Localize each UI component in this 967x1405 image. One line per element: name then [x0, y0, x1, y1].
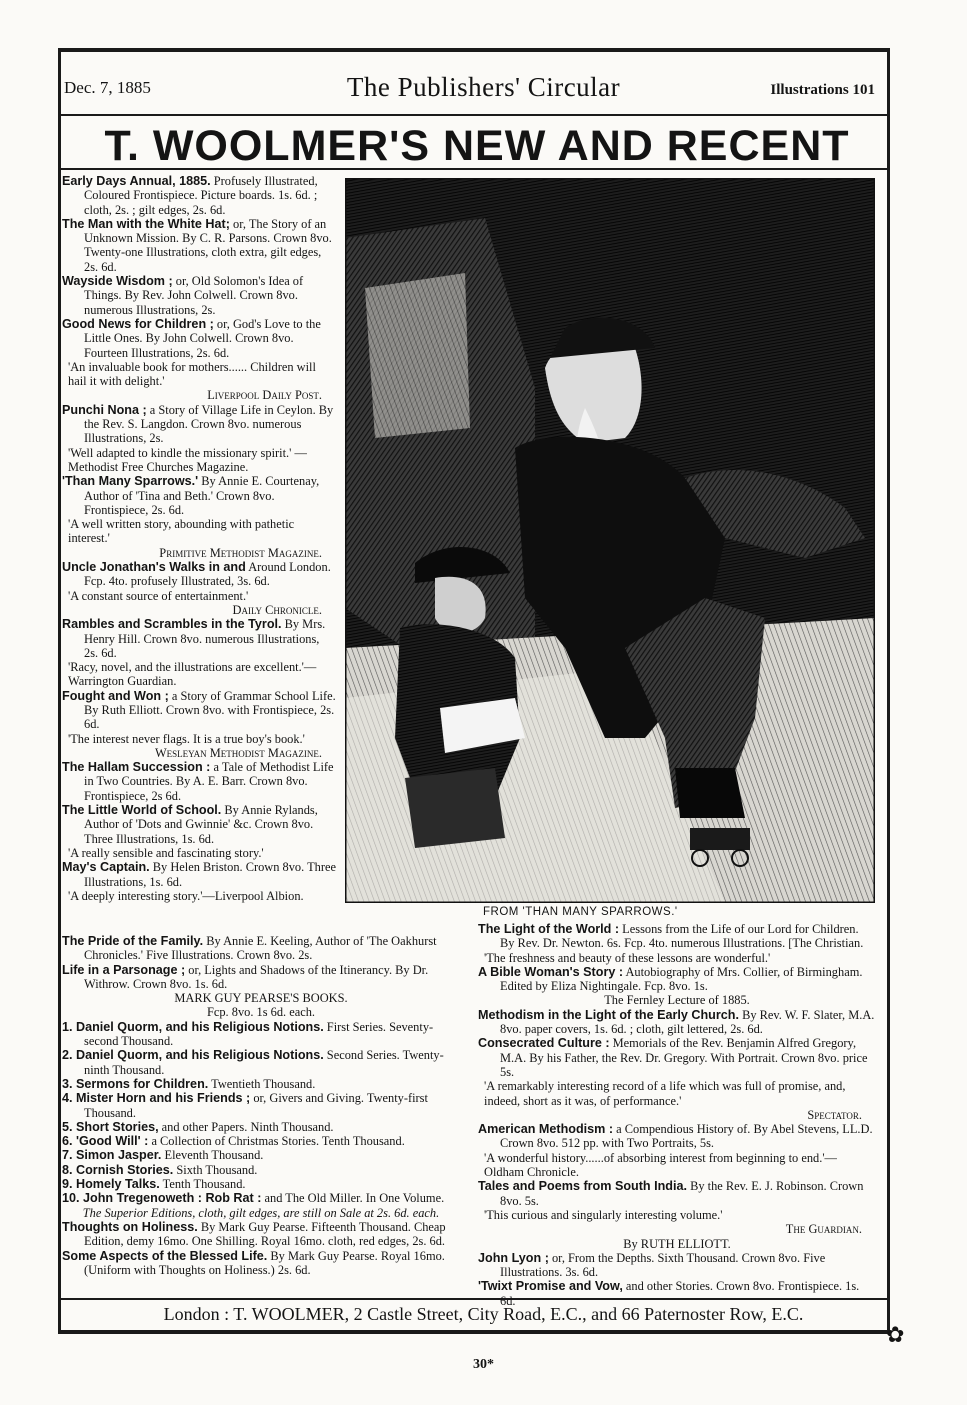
review-quote: 'A well written story, abounding with pathetic interest.'	[68, 517, 295, 546]
book-title: 7. Simon Jasper.	[62, 1148, 162, 1163]
book-title: John Lyon ;	[478, 1250, 549, 1265]
book-title: 3. Sermons for Children.	[62, 1076, 209, 1091]
book-details: a Story of Village Life in Ceylon. By the Rev. S. Langdon. Crown 8vo. numerous Illustrations, 2s.	[84, 402, 334, 446]
book-entry	[62, 217, 336, 274]
book-entry	[62, 1148, 460, 1162]
section-heading: By RUTH ELLIOTT.	[623, 1236, 731, 1251]
book-details: a Compendious History of. By Abel Stevens, LL.D. Crown 8vo. 512 pp. with Two Portraits, 5s.	[500, 1122, 873, 1151]
header-rule	[60, 114, 888, 116]
right-column	[478, 922, 876, 1308]
book-details: Second Series. Twenty-ninth Thousand.	[84, 1048, 444, 1077]
book-details: By Annie E. Keeling, Author of 'The Oakhurst Chronicles.' Five Illustrations. Crown 8vo. 2s.	[84, 934, 437, 963]
book-title: 9. Homely Talks.	[62, 1177, 160, 1192]
book-title: 'Than Many Sparrows.'	[62, 474, 199, 489]
illustration-caption: FROM 'THAN MANY SPARROWS.'	[483, 906, 678, 918]
book-title: The Pride of the Family.	[62, 934, 204, 948]
book-details: By Mark Guy Pearse. Royal 16mo. (Uniform with Thoughts on Holiness.) 2s. 6d.	[84, 1248, 445, 1277]
book-entry	[478, 1251, 876, 1280]
book-entry	[62, 760, 336, 803]
book-entry	[62, 934, 460, 963]
book-title: 'Twixt Promise and Vow,	[478, 1279, 623, 1294]
review-quote: 'The interest never flags. It is a true boy's book.'	[68, 731, 305, 746]
book-entry	[62, 1163, 460, 1177]
book-title: American Methodism :	[478, 1122, 614, 1137]
book-details: Lessons from the Life of our Lord for Children. By Rev. Dr. Newton. 6s. Fcp. 4to. numerous Illustrations. [The Christian.	[500, 922, 864, 951]
review-source: Spectator.	[807, 1107, 862, 1122]
right-border	[887, 48, 890, 1330]
book-details: or, From the Depths. Sixth Thousand. Crown 8vo. Five Illustrations. 3s. 6d.	[500, 1250, 826, 1280]
book-details: Profusely Illustrated, Coloured Frontispiece. Picture boards. 1s. 6d. ; cloth, 2s. ; gilt edges, 2s. 6d.	[84, 174, 318, 217]
engraving-illustration	[345, 178, 875, 903]
book-entry	[62, 317, 336, 360]
book-details: By Annie E. Courtenay, Author of 'Tina and Beth.' Crown 8vo. Frontispiece, 2s. 6d.	[84, 474, 320, 517]
book-title: Wayside Wisdom ;	[62, 274, 173, 289]
book-entry	[62, 474, 336, 517]
book-entry	[478, 1179, 876, 1208]
page-number: 30*	[473, 1357, 494, 1372]
review-quote: 'A remarkably interesting record of a life which was full of promise, and, indeed, short as it was, of performance.'	[484, 1079, 846, 1108]
book-title: A Bible Woman's Story :	[478, 964, 624, 979]
review-quote: 'A really sensible and fascinating story.'	[68, 845, 264, 860]
book-title: Life in a Parsonage ;	[62, 962, 186, 977]
book-title: Rambles and Scrambles in the Tyrol.	[62, 617, 282, 632]
bottom-rule	[58, 1330, 890, 1334]
book-details: Eleventh Thousand.	[161, 1148, 264, 1163]
book-entry	[478, 1036, 876, 1079]
book-details: Twentieth Thousand.	[208, 1076, 316, 1091]
book-title: Some Aspects of the Blessed Life.	[62, 1248, 268, 1263]
book-details: By Annie Rylands, Author of 'Dots and Gwinnie' &c. Crown 8vo. Three Illustrations, 1s. 6d.	[84, 803, 318, 846]
book-details: Memorials of the Rev. Benjamin Alfred Gregory, M.A. By his Father, the Rev. Dr. Gregory. With Portrait. Crown 8vo. price 5s.	[500, 1036, 868, 1079]
book-entry	[478, 965, 876, 994]
review-quote: 'This curious and singularly interesting volume.'	[484, 1207, 723, 1222]
book-title: The Little World of School.	[62, 803, 222, 818]
book-entry	[62, 860, 336, 889]
section-heading: MARK GUY PEARSE'S BOOKS.	[174, 991, 348, 1006]
section-heading: Fcp. 8vo. 1s 6d. each.	[206, 1005, 316, 1020]
book-entry	[62, 1048, 460, 1077]
book-details: or, Old Solomon's Idea of Things. By Rev. John Colwell. Crown 8vo. numerous Illustrations, 2s.	[84, 274, 304, 317]
book-title: Early Days Annual, 1885.	[62, 174, 211, 188]
book-title: 1. Daniel Quorm, and his Religious Notions.	[62, 1019, 324, 1034]
book-details: and The Old Miller. In One Volume.	[261, 1191, 445, 1206]
review-quote: 'The freshness and beauty of these lessons are wonderful.'	[484, 950, 771, 965]
book-entry	[62, 1020, 460, 1049]
book-title: Uncle Jonathan's Walks in and	[62, 560, 246, 575]
book-title: 5. Short Stories,	[62, 1119, 159, 1134]
book-details: By the Rev. E. J. Robinson. Crown 8vo. 5s.	[500, 1179, 864, 1208]
book-title: 4. Mister Horn and his Friends ;	[62, 1091, 251, 1106]
book-title: The Hallam Succession :	[62, 760, 211, 775]
book-details: By Helen Briston. Crown 8vo. Three Illustrations, 1s. 6d.	[84, 860, 336, 889]
corner-ornament-icon: ✿	[886, 1322, 905, 1347]
issue-date: Dec. 7, 1885	[64, 78, 151, 97]
book-details: or, The Story of an Unknown Mission. By C. R. Parsons. Crown 8vo. Twenty-one Illustrations, cloth extra, gilt edges, 2s. 6d.	[84, 216, 332, 274]
book-title: The Light of the World :	[478, 922, 620, 936]
book-details: By Rev. W. F. Slater, M.A. 8vo. paper covers, 1s. 6d. ; cloth, gilt lettered, 2s. 6d.	[500, 1007, 875, 1037]
book-details: First Series. Seventy-second Thousand.	[84, 1019, 434, 1049]
book-entry	[478, 1122, 876, 1151]
review-quote: 'An invaluable book for mothers...... Children will hail it with delight.'	[68, 359, 316, 389]
book-entry	[62, 1191, 460, 1205]
left-column	[62, 174, 336, 903]
book-entry	[478, 1008, 876, 1037]
book-entry	[62, 1077, 460, 1091]
book-entry	[62, 403, 336, 446]
section-label: Illustrations 101	[770, 82, 875, 98]
book-title: Tales and Poems from South India.	[478, 1179, 687, 1194]
book-details: Sixth Thousand.	[173, 1162, 258, 1177]
review-quote: 'Racy, novel, and the illustrations are excellent.'—Warrington Guardian.	[68, 660, 317, 689]
top-rule	[58, 48, 890, 52]
book-details: Tenth Thousand.	[159, 1177, 246, 1192]
book-details: Autobiography of Mrs. Collier, of Birmingham. Edited by Eliza Nightingale. Fcp. 8vo. 1s.	[500, 964, 863, 994]
book-entry	[62, 689, 336, 732]
book-title: The Man with the White Hat;	[62, 216, 230, 231]
book-title: Consecrated Culture :	[478, 1036, 610, 1051]
book-details: or, God's Love to the Little Ones. By John Colwell. Crown 8vo. Fourteen Illustrations, 2s. 6d.	[84, 316, 321, 360]
book-entry	[62, 1177, 460, 1191]
book-entry	[62, 274, 336, 317]
book-title: May's Captain.	[62, 860, 150, 875]
review-source: Liverpool Daily Post.	[207, 388, 322, 403]
book-details: By Mrs. Henry Hill. Crown 8vo. numerous Illustrations, 2s. 6d.	[84, 617, 326, 660]
review-source: Wesleyan Methodist Magazine.	[154, 745, 322, 760]
book-details: and other Stories. Crown 8vo. Frontispiece. 1s. 6d.	[500, 1279, 860, 1308]
book-entry	[62, 1091, 460, 1120]
book-entry	[62, 963, 460, 992]
publisher-address: London : T. WOOLMER, 2 Castle Street, City Road, E.C., and 66 Paternoster Row, E.C.	[163, 1304, 804, 1324]
book-title: 2. Daniel Quorm, and his Religious Notions.	[62, 1048, 324, 1063]
book-details: a Collection of Christmas Stories. Tenth Thousand.	[148, 1134, 405, 1149]
review-source: Primitive Methodist Magazine.	[159, 545, 322, 560]
book-entry	[62, 1249, 460, 1278]
book-title: Methodism in the Light of the Early Church.	[478, 1007, 739, 1022]
review-source: The Guardian.	[785, 1222, 862, 1237]
review-quote: 'Well adapted to kindle the missionary spirit.' — Methodist Free Churches Magazine.	[68, 445, 307, 474]
book-details: a Story of Grammar School Life. By Ruth Elliott. Crown 8vo. with Frontispiece, 2s. 6d.	[84, 688, 336, 732]
book-details: Around London. Fcp. 4to. profusely Illustrated, 3s. 6d.	[84, 560, 331, 589]
book-title: Punchi Nona ;	[62, 402, 147, 417]
review-quote: 'A deeply interesting story.'—Liverpool Albion.	[68, 888, 304, 903]
book-entry	[62, 1120, 460, 1134]
book-title: 6. 'Good Will' :	[62, 1134, 149, 1149]
bottom-left-column	[62, 934, 460, 1277]
book-title: Good News for Children ;	[62, 316, 214, 331]
book-title: Thoughts on Holiness.	[62, 1219, 198, 1234]
book-entry	[62, 617, 336, 660]
book-entry	[62, 803, 336, 846]
journal-title: The Publishers' Circular	[346, 72, 621, 102]
book-entry	[62, 1220, 460, 1249]
book-details: or, Givers and Giving. Twenty-first Thousand.	[84, 1091, 428, 1120]
old-man-and-child-engraving	[345, 178, 875, 903]
book-details: or, Lights and Shadows of the Itinerancy. By Dr. Withrow. Crown 8vo. 1s. 6d.	[84, 962, 429, 991]
review-source: Daily Chronicle.	[232, 602, 322, 617]
book-title: 10. John Tregenoweth : Rob Rat :	[62, 1191, 262, 1206]
book-title: 8. Cornish Stories.	[62, 1162, 174, 1177]
left-border	[58, 48, 61, 1330]
book-title: Fought and Won ;	[62, 688, 169, 703]
review-quote: 'A constant source of entertainment.'	[68, 588, 249, 603]
book-entry	[478, 922, 876, 951]
section-heading: The Fernley Lecture of 1885.	[604, 993, 750, 1008]
book-details: and other Papers. Ninth Thousand.	[158, 1119, 334, 1134]
book-entry	[62, 560, 336, 589]
book-details: By Mark Guy Pearse. Fifteenth Thousand. Cheap Edition, demy 16mo. One Shilling. Royal 16mo. cloth, red edges, 2s. 6d.	[84, 1219, 446, 1249]
book-entry	[62, 1134, 460, 1148]
book-entry	[62, 174, 336, 217]
edition-note: The Superior Editions, cloth, gilt edges, are still on Sale at 2s. 6d. each.	[82, 1205, 440, 1220]
review-quote: 'A wonderful history......of absorbing interest from beginning to end.'—Oldham Chronicle.	[484, 1150, 837, 1180]
book-details: a Tale of Methodist Life in Two Countries. By A. E. Barr. Crown 8vo. Frontispiece, 2s 6d.	[84, 760, 334, 803]
headline: T. WOOLMER'S NEW AND RECENT	[104, 122, 850, 170]
